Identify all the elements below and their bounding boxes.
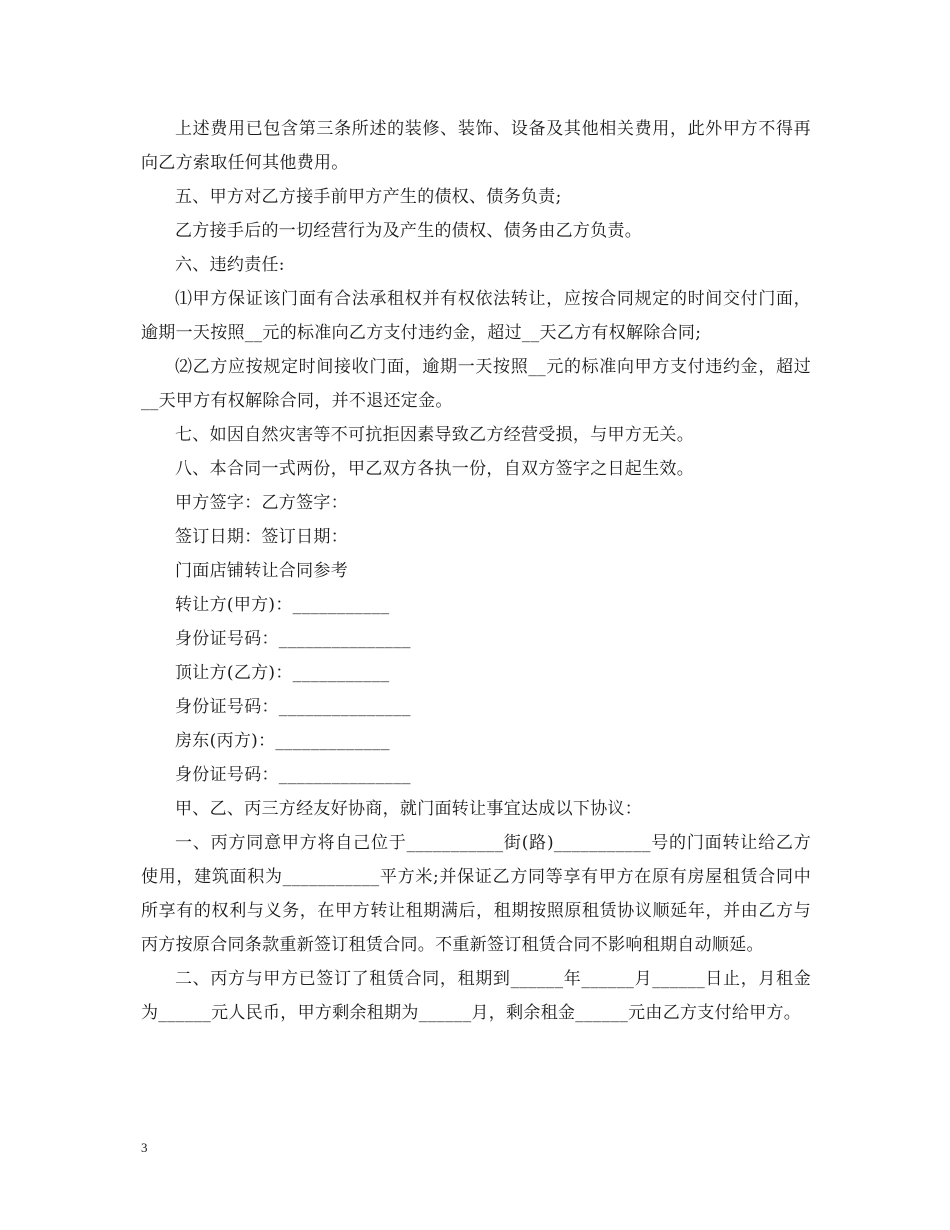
party-landlord: 房东(丙方)：_____________ <box>175 731 390 751</box>
paragraph-fees: 上述费用已包含第三条所述的装修、装饰、设备及其他相关费用，此外甲方不得再向乙方索取任何其他费用。 <box>141 119 811 173</box>
party-transferee-id: 身份证号码：_______________ <box>175 697 411 717</box>
party-landlord-id: 身份证号码：_______________ <box>175 765 411 785</box>
agreement-intro: 甲、乙、丙三方经友好协商，就门面转让事宜达成以下协议： <box>175 799 643 819</box>
section-title: 门面店铺转让合同参考 <box>175 561 348 581</box>
party-transferor: 转让方(甲方)：___________ <box>175 595 390 615</box>
agreement-clause-2: 二、丙方与甲方已签订了租赁合同，租期到______年______月______日止，月租金为______元人民币，甲方剩余租期为______月，剩余租金______元由乙方支付给甲方。 <box>141 969 811 1023</box>
paragraph-clause-5-b: 乙方接手后的一切经营行为及产生的债权、债务由乙方负责。 <box>175 221 643 241</box>
paragraph-clause-7: 七、如因自然灾害等不可抗拒因素导致乙方经营受损，与甲方无关。 <box>175 425 694 445</box>
paragraph-clause-6-1: ⑴甲方保证该门面有合法承租权并有权依法转让，应按合同规定的时间交付门面，逾期一天按照__元的标准向乙方支付违约金，超过__天乙方有权解除合同; <box>141 289 811 343</box>
paragraph-clause-8: 八、本合同一式两份，甲乙双方各执一份，自双方签字之日起生效。 <box>175 459 694 479</box>
signing-date-line: 签订日期：签订日期： <box>175 527 348 547</box>
party-transferor-id: 身份证号码：_______________ <box>175 629 411 649</box>
signature-line: 甲方签字：乙方签字： <box>175 493 348 513</box>
paragraph-clause-5: 五、甲方对乙方接手前甲方产生的债权、债务负责; <box>175 187 562 207</box>
page-number: 3 <box>141 1140 148 1155</box>
party-transferee: 顶让方(乙方)：___________ <box>175 663 390 683</box>
paragraph-clause-6: 六、违约责任: <box>175 255 285 275</box>
paragraph-clause-6-2: ⑵乙方应按规定时间接收门面，逾期一天按照__元的标准向甲方支付违约金，超过__天甲方有权解除合同，并不退还定金。 <box>141 357 811 411</box>
agreement-clause-1: 一、丙方同意甲方将自己位于___________街(路)___________号的门面转让给乙方使用，建筑面积为___________平方米;并保证乙方同等享有甲方在原有房屋租赁合同中所享有的权利与义务，在甲方转让租期满后，租期按照原租赁协议顺延年，并由乙方与丙方按原合同条款重新签订租赁合同。不重新签订租赁合同不影响租期自动顺延。 <box>141 833 811 955</box>
document-body <box>141 112 811 1030</box>
